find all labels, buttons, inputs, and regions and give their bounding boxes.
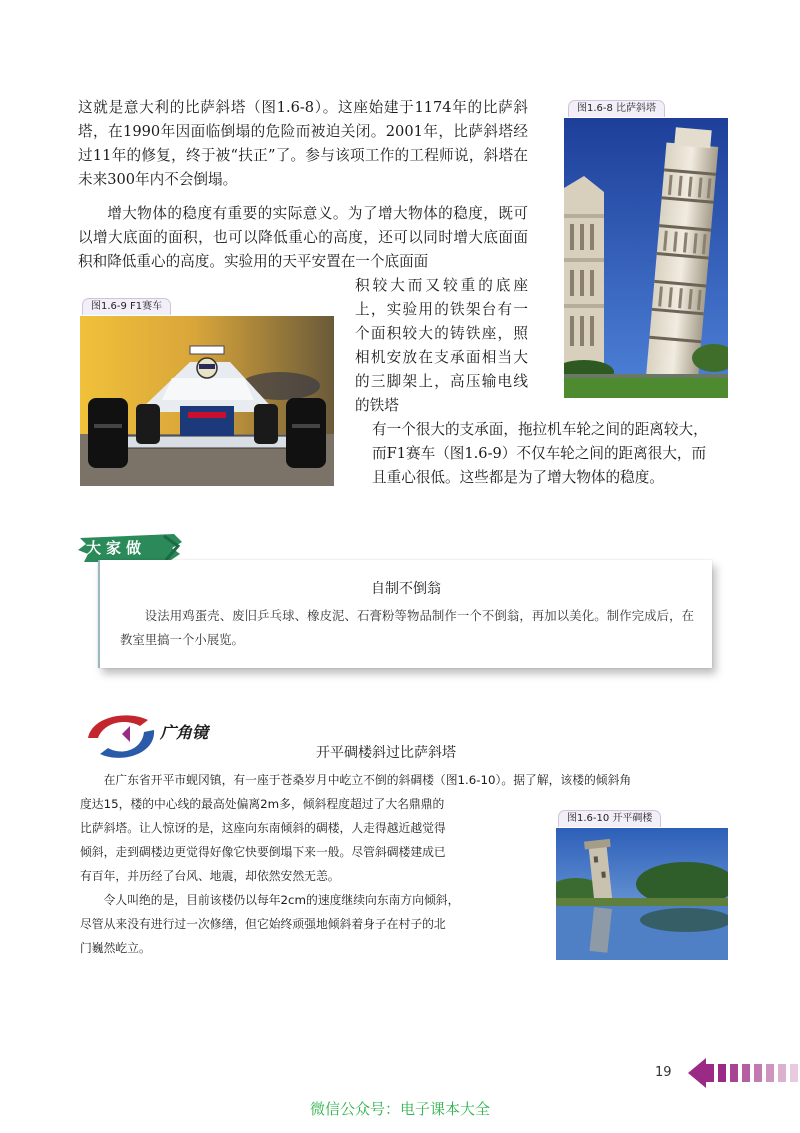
wide-angle-logo-icon [82, 708, 162, 764]
page-arrow-icon [688, 1058, 800, 1088]
figure-caption: 图1.6-9 F1赛车 [82, 298, 171, 315]
wide-angle-label: 广角镜 [160, 723, 209, 742]
paragraph-stability-cont: 积较大而又较重的底座上，实验用的铁架台有一个面积较大的铸铁座，照相机安放在支承面相当大的三脚架上，高压输电线的铁塔 [355, 277, 528, 414]
wide-angle-paragraph-3 [80, 888, 542, 960]
figure-caption: 图1.6-10 开平碉楼 [558, 810, 661, 827]
text-line: 倾斜，走到碉楼边更觉得好像它快要倒塌下来一般。尽管斜碉楼建成已 [80, 845, 446, 859]
paragraph-stability: 增大物体的稳度有重要的实际意义。为了增大物体的稳度，既可以增大底面的面积，也可以降低重心的高度，还可以同时增大底面面积和降低重心的高度。实验用的天平安置在一个底面面 [78, 205, 528, 270]
f1-car-photo [80, 316, 334, 486]
paragraph-pisa-intro: 这就是意大利的比萨斜塔（图1.6-8）。这座始建于1174年的比萨斜塔，在1990年因面临倒塌的危险而被迫关闭。2001年，比萨斜塔经过11年的修复，终于被“扶正”了。参与该项工作的工程师说，斜塔在未来300年内不会倒塌。 [78, 99, 528, 188]
wide-angle-title: 开平碉楼斜过比萨斜塔 [316, 745, 456, 761]
pisa-tower-photo [564, 118, 728, 398]
text-line: 门巍然屹立。 [80, 941, 151, 955]
activity-title: 自制不倒翁 [371, 581, 441, 597]
text-line: 比萨斜塔。让人惊讶的是，这座向东南倾斜的碉楼，人走得越近越觉得 [80, 821, 446, 835]
figure-kaiping-tower [556, 813, 728, 960]
wide-angle-paragraph-2 [80, 792, 542, 888]
figure-caption: 图1.6-8 比萨斜塔 [568, 100, 665, 117]
activity-body: 设法用鸡蛋壳、废旧乒乓球、橡皮泥、石膏粉等物品制作一个不倒翁，再加以美化。制作完成后，在教室里搞一个小展览。 [120, 608, 694, 647]
watermark-text: 微信公众号：电子课本大全 [309, 1100, 490, 1118]
text-line: 令人叫绝的是，目前该楼仍以每年2cm的速度继续向东南方向倾斜， [103, 893, 460, 907]
activity-box [98, 560, 712, 668]
figure-pisa-tower [564, 103, 728, 398]
paragraph-stability-end [372, 418, 728, 490]
activity-tab-label: 大家做 [86, 539, 147, 557]
text-line: 而F1赛车（图1.6-9）不仅车轮之间的距离很大，而 [372, 445, 707, 462]
wide-angle-paragraph-1: 在广东省开平市蚬冈镇，有一座于苍桑岁月中屹立不倒的斜碉楼（图1.6-10）。据了解，该楼的倾斜角 [103, 773, 632, 787]
page-number: 19 [655, 1065, 672, 1080]
text-line: 有百年，并历经了台风、地震，却依然安然无恙。 [80, 869, 340, 883]
kaiping-tower-photo [556, 828, 728, 960]
figure-f1-car [80, 301, 334, 486]
text-line: 有一个很大的支承面，拖拉机车轮之间的距离较大， [372, 421, 708, 438]
text-line: 度达15，楼的中心线的最高处偏离2m多，倾斜程度超过了大名鼎鼎的 [80, 797, 445, 811]
text-line: 且重心很低。这些都是为了增大物体的稳度。 [372, 469, 664, 486]
text-line: 尽管从来没有进行过一次修缮，但它始终顽强地倾斜着身子在村子的北 [80, 917, 446, 931]
